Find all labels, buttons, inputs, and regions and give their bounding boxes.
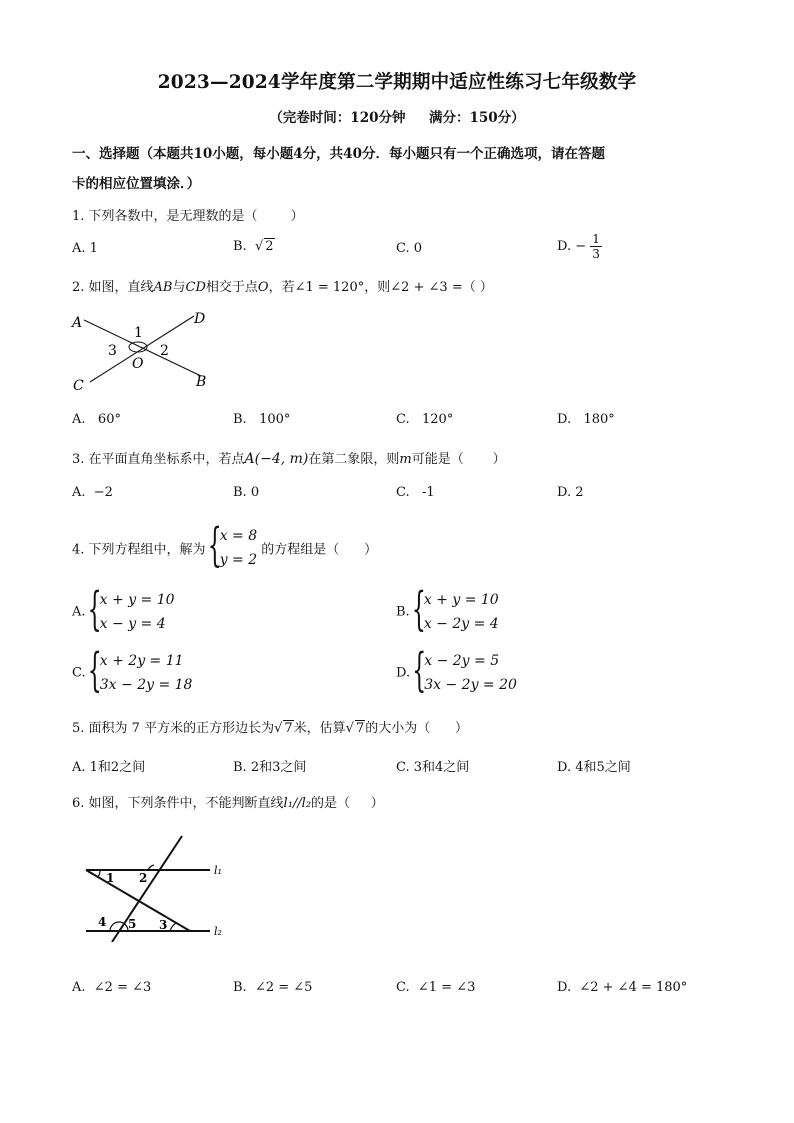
q3-stem-part2: 在第二象限，则 bbox=[308, 452, 400, 467]
q3-stem-part3: 可能是（ ） bbox=[411, 452, 506, 467]
q1-option-c[interactable]: C. 0 bbox=[396, 241, 423, 256]
q4-option-a-label: A. bbox=[72, 604, 86, 620]
fraction-numerator: 1 bbox=[592, 232, 600, 246]
q2-figure-intersecting-lines bbox=[66, 306, 216, 396]
angle-4-label: 4 bbox=[98, 915, 107, 929]
q6-option-b[interactable]: B. ∠2 = ∠5 bbox=[233, 980, 313, 995]
q6-stem-part2: 的是（ ） bbox=[311, 796, 384, 811]
q4-option-b-system bbox=[414, 588, 499, 636]
label-b: B bbox=[196, 374, 207, 390]
q1-option-b[interactable]: B. √ 2 bbox=[233, 239, 274, 254]
label-l1: l₁ bbox=[214, 864, 222, 877]
q4-option-b-label: B. bbox=[396, 604, 410, 620]
q5-radicand-1: 7 bbox=[284, 721, 293, 736]
angle-1-label: 1 bbox=[106, 871, 115, 885]
q3-option-a[interactable]: A. −2 bbox=[72, 485, 113, 500]
q4-solution-x: { x = 8 bbox=[219, 528, 258, 544]
q4-option-d-system bbox=[414, 649, 517, 697]
q3-option-d[interactable]: D. 2 bbox=[557, 485, 584, 500]
equation-2: 3x − 2y = 18 bbox=[99, 677, 193, 693]
angle-3-arc bbox=[170, 923, 176, 931]
equation-2: x − 2y = 4 bbox=[423, 616, 499, 632]
q3-option-b[interactable]: B. 0 bbox=[233, 485, 260, 500]
q4-stem-part1: 4. 下列方程组中，解为 bbox=[72, 542, 206, 558]
q1-option-d-label: D. bbox=[557, 239, 572, 254]
angle-3-label: 3 bbox=[108, 343, 117, 359]
q2-option-b[interactable]: B. 100° bbox=[233, 412, 291, 427]
label-c: C bbox=[73, 378, 84, 394]
section-heading-line1: 一、选择题（本题共10小题，每小题4分，共40分．每小题只有一个正确选项，请在答题 bbox=[72, 146, 605, 162]
label-l2: l₂ bbox=[214, 925, 222, 938]
q6-figure-parallel-lines bbox=[76, 832, 236, 942]
q4-option-c[interactable] bbox=[72, 649, 192, 697]
q5-stem-part1: 5. 面积为 7 平方米的正方形边长为 bbox=[72, 721, 275, 736]
q2-point-o: O bbox=[257, 280, 269, 295]
equation-1: { x − 2y = 5 bbox=[424, 653, 500, 669]
q5-option-b[interactable]: B. 2和3之间 bbox=[233, 760, 307, 775]
q6-option-a[interactable]: A. ∠2 = ∠3 bbox=[72, 980, 152, 995]
angle-5-label: 5 bbox=[128, 917, 137, 931]
q5-option-a[interactable]: A. 1和2之间 bbox=[72, 760, 146, 775]
transversal-steep bbox=[112, 836, 182, 942]
angle-2-label: 2 bbox=[139, 871, 148, 885]
q3-variable-m: m bbox=[399, 452, 412, 467]
q4-option-a[interactable] bbox=[72, 588, 175, 636]
equation-1: { x + y = 10 bbox=[423, 592, 499, 608]
q2-stem-part3: 相交于点 bbox=[205, 280, 258, 295]
question-3-stem bbox=[72, 448, 506, 467]
q6-stem-part1: 6. 如图，下列条件中，不能判断直线 bbox=[72, 796, 284, 811]
q2-option-c[interactable]: C. 120° bbox=[396, 412, 454, 427]
question-2-stem bbox=[72, 276, 493, 295]
q4-option-c-label: C. bbox=[72, 665, 86, 681]
q5-option-d[interactable]: D. 4和5之间 bbox=[557, 760, 631, 775]
q2-stem-part2: 与 bbox=[172, 280, 186, 295]
equation-2: x − y = 4 bbox=[99, 616, 166, 632]
question-5-stem: 5. 面积为 7 平方米的正方形边长为√ 7米，估算√ 7的大小为（ ） bbox=[72, 721, 469, 736]
q1-option-b-radicand: 2 bbox=[265, 239, 274, 254]
page-title: 2023—2024学年度第二学期期中适应性练习七年级数学 bbox=[157, 72, 637, 93]
q1-option-d-sign: − bbox=[575, 239, 587, 254]
equation-1: { x + 2y = 11 bbox=[99, 653, 184, 669]
question-1-stem: 1. 下列各数中，是无理数的是（ ） bbox=[72, 209, 304, 224]
q1-option-b-label: B. bbox=[233, 239, 247, 254]
equation-2: 3x − 2y = 20 bbox=[424, 677, 517, 693]
q4-option-a-system bbox=[90, 588, 175, 636]
q3-point-a: A(−4, m) bbox=[244, 451, 309, 467]
q1-option-d[interactable] bbox=[557, 232, 602, 261]
q2-option-d[interactable]: D. 180° bbox=[557, 412, 615, 427]
q4-option-d[interactable] bbox=[396, 649, 517, 697]
q6-option-d[interactable]: D. ∠2 + ∠4 = 180° bbox=[557, 980, 688, 995]
question-6-stem bbox=[72, 792, 384, 811]
label-a: A bbox=[72, 315, 83, 331]
q2-line-ab: AB bbox=[153, 280, 173, 295]
q4-option-b[interactable] bbox=[396, 588, 499, 636]
angle-1-label: 1 bbox=[134, 325, 143, 341]
q4-option-d-label: D. bbox=[396, 665, 411, 681]
q5-stem-part3: 的大小为（ ） bbox=[365, 721, 469, 736]
q4-stem-part2: 的方程组是（ ） bbox=[261, 542, 378, 558]
q5-option-c[interactable]: C. 3和4之间 bbox=[396, 760, 470, 775]
q2-line-cd: CD bbox=[185, 280, 206, 295]
angle-3-label: 3 bbox=[159, 918, 168, 932]
fraction-denominator: 3 bbox=[592, 247, 600, 261]
q5-stem-part2: 米，估算 bbox=[293, 721, 346, 736]
q6-lines-notation: l₁//l₂ bbox=[283, 796, 312, 811]
label-o: O bbox=[132, 356, 144, 372]
angle-1-arc bbox=[98, 870, 100, 877]
question-4-stem bbox=[72, 524, 377, 572]
q1-option-a[interactable]: A. 1 bbox=[72, 241, 98, 256]
q2-stem-part1: 2. 如图，直线 bbox=[72, 280, 154, 295]
q2-option-a[interactable]: A. 60° bbox=[72, 412, 121, 427]
q4-solution-y: y = 2 bbox=[219, 552, 258, 568]
q2-stem-part4: ，若∠1 = 120°，则∠2 + ∠3 =（ ） bbox=[268, 280, 493, 295]
q5-radicand-2: 7 bbox=[355, 721, 365, 736]
exam-info: （完卷时间：120分钟 满分：150分） bbox=[269, 110, 525, 126]
q1-option-d-fraction bbox=[590, 232, 602, 261]
label-d: D bbox=[194, 311, 206, 327]
q3-option-c[interactable]: C. -1 bbox=[396, 485, 435, 500]
q4-option-c-system bbox=[90, 649, 193, 697]
equation-1: { x + y = 10 bbox=[99, 592, 175, 608]
q6-option-c[interactable]: C. ∠1 = ∠3 bbox=[396, 980, 476, 995]
section-heading-line2: 卡的相应位置填涂．） bbox=[72, 176, 201, 192]
q4-solution-system bbox=[210, 524, 257, 572]
q3-stem-part1: 3. 在平面直角坐标系中，若点 bbox=[72, 452, 245, 467]
angle-2-label: 2 bbox=[160, 343, 169, 359]
